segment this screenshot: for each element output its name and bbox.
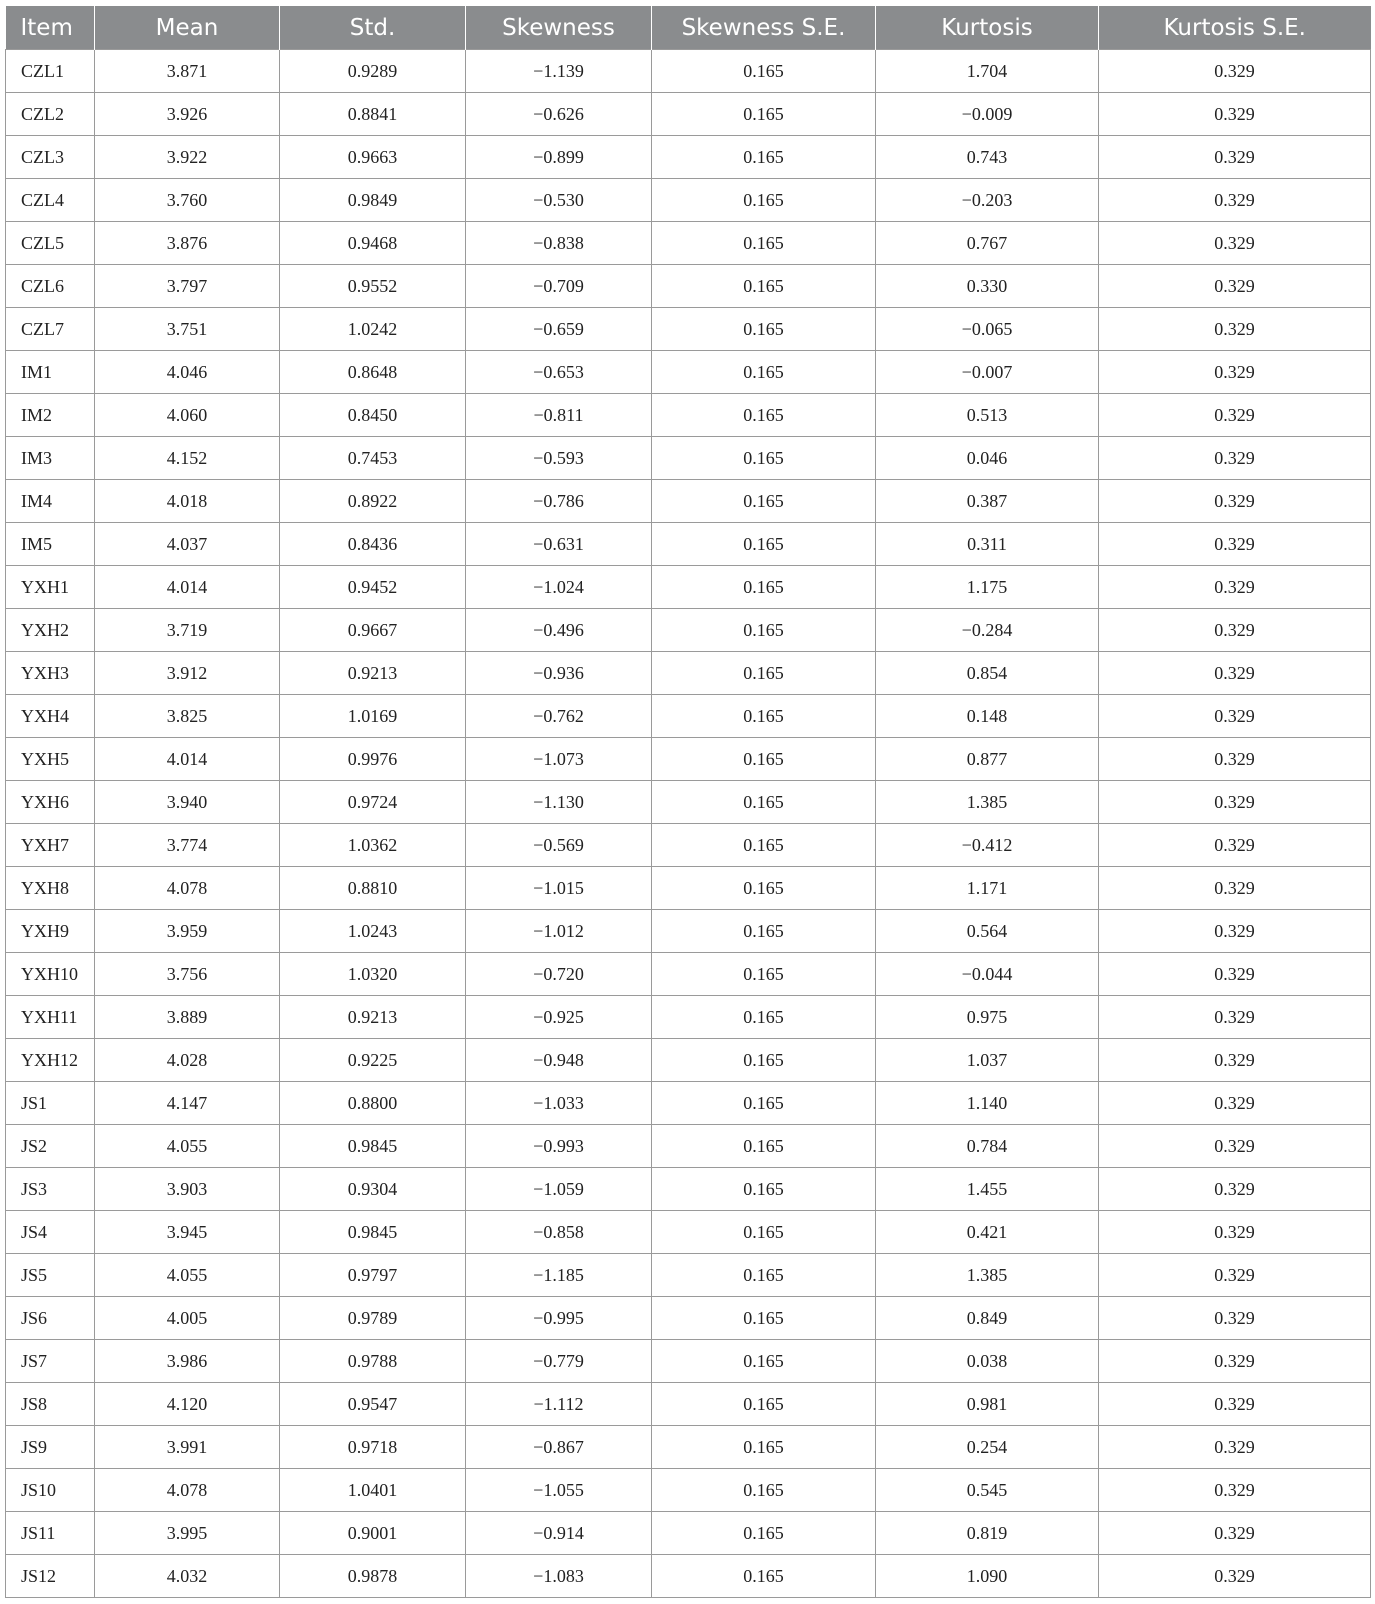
cell-skewness: −1.059 bbox=[466, 1168, 652, 1211]
cell-mean: 3.797 bbox=[95, 265, 280, 308]
table-row bbox=[6, 308, 1371, 351]
cell-kurtosis: 0.148 bbox=[876, 695, 1099, 738]
cell-skewness-se: 0.165 bbox=[652, 781, 876, 824]
cell-kurtosis: 0.981 bbox=[876, 1383, 1099, 1426]
cell-kurtosis: −0.007 bbox=[876, 351, 1099, 394]
cell-kurtosis: 0.849 bbox=[876, 1297, 1099, 1340]
cell-skewness-se: 0.165 bbox=[652, 93, 876, 136]
cell-kurtosis-se: 0.329 bbox=[1099, 93, 1371, 136]
cell-kurtosis-se: 0.329 bbox=[1099, 1555, 1371, 1598]
cell-std: 0.9213 bbox=[280, 652, 466, 695]
cell-kurtosis: 0.421 bbox=[876, 1211, 1099, 1254]
table-row bbox=[6, 523, 1371, 566]
cell-skewness-se: 0.165 bbox=[652, 867, 876, 910]
cell-kurtosis-se: 0.329 bbox=[1099, 738, 1371, 781]
cell-mean: 3.912 bbox=[95, 652, 280, 695]
cell-skewness-se: 0.165 bbox=[652, 824, 876, 867]
table-body bbox=[6, 50, 1371, 1598]
cell-item: YXH6 bbox=[6, 781, 95, 824]
cell-skewness: −1.083 bbox=[466, 1555, 652, 1598]
table-row bbox=[6, 910, 1371, 953]
cell-skewness: −0.936 bbox=[466, 652, 652, 695]
cell-std: 0.9845 bbox=[280, 1125, 466, 1168]
cell-kurtosis: 0.784 bbox=[876, 1125, 1099, 1168]
cell-skewness-se: 0.165 bbox=[652, 50, 876, 93]
table-row bbox=[6, 179, 1371, 222]
cell-mean: 3.959 bbox=[95, 910, 280, 953]
table-row bbox=[6, 394, 1371, 437]
cell-mean: 3.995 bbox=[95, 1512, 280, 1555]
cell-skewness-se: 0.165 bbox=[652, 1082, 876, 1125]
cell-kurtosis-se: 0.329 bbox=[1099, 351, 1371, 394]
cell-item: IM2 bbox=[6, 394, 95, 437]
cell-kurtosis: 1.704 bbox=[876, 50, 1099, 93]
cell-kurtosis-se: 0.329 bbox=[1099, 523, 1371, 566]
cell-mean: 4.120 bbox=[95, 1383, 280, 1426]
table-row bbox=[6, 1469, 1371, 1512]
cell-kurtosis: 0.564 bbox=[876, 910, 1099, 953]
cell-std: 1.0243 bbox=[280, 910, 466, 953]
cell-std: 0.9667 bbox=[280, 609, 466, 652]
cell-std: 0.8450 bbox=[280, 394, 466, 437]
cell-mean: 4.078 bbox=[95, 867, 280, 910]
table-row bbox=[6, 265, 1371, 308]
cell-kurtosis-se: 0.329 bbox=[1099, 179, 1371, 222]
cell-skewness: −1.012 bbox=[466, 910, 652, 953]
cell-kurtosis: −0.009 bbox=[876, 93, 1099, 136]
cell-skewness-se: 0.165 bbox=[652, 1168, 876, 1211]
cell-std: 0.9304 bbox=[280, 1168, 466, 1211]
cell-kurtosis-se: 0.329 bbox=[1099, 480, 1371, 523]
cell-kurtosis: 0.330 bbox=[876, 265, 1099, 308]
cell-item: YXH9 bbox=[6, 910, 95, 953]
cell-mean: 4.014 bbox=[95, 566, 280, 609]
cell-skewness-se: 0.165 bbox=[652, 1039, 876, 1082]
cell-item: CZL6 bbox=[6, 265, 95, 308]
cell-item: CZL7 bbox=[6, 308, 95, 351]
cell-mean: 4.060 bbox=[95, 394, 280, 437]
cell-std: 0.9452 bbox=[280, 566, 466, 609]
cell-std: 1.0320 bbox=[280, 953, 466, 996]
cell-kurtosis: −0.412 bbox=[876, 824, 1099, 867]
cell-skewness: −0.925 bbox=[466, 996, 652, 1039]
cell-std: 0.9225 bbox=[280, 1039, 466, 1082]
cell-skewness-se: 0.165 bbox=[652, 1383, 876, 1426]
cell-mean: 4.055 bbox=[95, 1254, 280, 1297]
cell-item: YXH3 bbox=[6, 652, 95, 695]
cell-kurtosis: 0.854 bbox=[876, 652, 1099, 695]
cell-kurtosis: 0.975 bbox=[876, 996, 1099, 1039]
cell-item: YXH5 bbox=[6, 738, 95, 781]
cell-skewness: −0.626 bbox=[466, 93, 652, 136]
cell-mean: 4.152 bbox=[95, 437, 280, 480]
cell-skewness-se: 0.165 bbox=[652, 1211, 876, 1254]
cell-skewness: −1.185 bbox=[466, 1254, 652, 1297]
cell-kurtosis: 1.171 bbox=[876, 867, 1099, 910]
table-row bbox=[6, 1211, 1371, 1254]
cell-skewness-se: 0.165 bbox=[652, 652, 876, 695]
cell-mean: 3.871 bbox=[95, 50, 280, 93]
cell-skewness-se: 0.165 bbox=[652, 1125, 876, 1168]
cell-kurtosis-se: 0.329 bbox=[1099, 695, 1371, 738]
cell-mean: 3.991 bbox=[95, 1426, 280, 1469]
cell-kurtosis: 1.037 bbox=[876, 1039, 1099, 1082]
cell-kurtosis: 1.385 bbox=[876, 781, 1099, 824]
column-header-skewness: Skewness bbox=[466, 6, 652, 50]
table-row bbox=[6, 1383, 1371, 1426]
cell-item: YXH10 bbox=[6, 953, 95, 996]
cell-item: CZL3 bbox=[6, 136, 95, 179]
cell-item: IM5 bbox=[6, 523, 95, 566]
cell-item: YXH1 bbox=[6, 566, 95, 609]
cell-kurtosis-se: 0.329 bbox=[1099, 1297, 1371, 1340]
cell-std: 0.9724 bbox=[280, 781, 466, 824]
cell-skewness-se: 0.165 bbox=[652, 609, 876, 652]
cell-kurtosis-se: 0.329 bbox=[1099, 1254, 1371, 1297]
table-row bbox=[6, 824, 1371, 867]
cell-item: JS2 bbox=[6, 1125, 95, 1168]
cell-skewness-se: 0.165 bbox=[652, 351, 876, 394]
cell-mean: 4.032 bbox=[95, 1555, 280, 1598]
cell-skewness: −0.569 bbox=[466, 824, 652, 867]
cell-kurtosis: 0.038 bbox=[876, 1340, 1099, 1383]
cell-skewness-se: 0.165 bbox=[652, 1340, 876, 1383]
table-row bbox=[6, 50, 1371, 93]
cell-skewness-se: 0.165 bbox=[652, 695, 876, 738]
cell-skewness: −0.593 bbox=[466, 437, 652, 480]
cell-mean: 3.903 bbox=[95, 1168, 280, 1211]
cell-kurtosis: 0.545 bbox=[876, 1469, 1099, 1512]
cell-std: 0.8800 bbox=[280, 1082, 466, 1125]
cell-skewness-se: 0.165 bbox=[652, 179, 876, 222]
cell-std: 0.9001 bbox=[280, 1512, 466, 1555]
cell-mean: 3.940 bbox=[95, 781, 280, 824]
cell-kurtosis-se: 0.329 bbox=[1099, 1125, 1371, 1168]
cell-mean: 4.046 bbox=[95, 351, 280, 394]
cell-kurtosis-se: 0.329 bbox=[1099, 996, 1371, 1039]
cell-std: 0.8648 bbox=[280, 351, 466, 394]
table-row bbox=[6, 1082, 1371, 1125]
table-row bbox=[6, 1426, 1371, 1469]
cell-item: JS3 bbox=[6, 1168, 95, 1211]
cell-mean: 4.005 bbox=[95, 1297, 280, 1340]
cell-item: YXH12 bbox=[6, 1039, 95, 1082]
cell-std: 0.9213 bbox=[280, 996, 466, 1039]
cell-kurtosis-se: 0.329 bbox=[1099, 437, 1371, 480]
cell-item: YXH8 bbox=[6, 867, 95, 910]
header-row bbox=[6, 6, 1371, 50]
cell-kurtosis: 0.767 bbox=[876, 222, 1099, 265]
cell-std: 0.8810 bbox=[280, 867, 466, 910]
cell-kurtosis-se: 0.329 bbox=[1099, 781, 1371, 824]
cell-kurtosis-se: 0.329 bbox=[1099, 1082, 1371, 1125]
cell-item: JS6 bbox=[6, 1297, 95, 1340]
cell-skewness: −1.024 bbox=[466, 566, 652, 609]
cell-kurtosis: 0.819 bbox=[876, 1512, 1099, 1555]
cell-kurtosis-se: 0.329 bbox=[1099, 394, 1371, 437]
table-row bbox=[6, 437, 1371, 480]
cell-kurtosis-se: 0.329 bbox=[1099, 1340, 1371, 1383]
cell-kurtosis: −0.044 bbox=[876, 953, 1099, 996]
cell-item: YXH7 bbox=[6, 824, 95, 867]
cell-skewness-se: 0.165 bbox=[652, 1555, 876, 1598]
cell-skewness: −0.858 bbox=[466, 1211, 652, 1254]
cell-std: 0.8436 bbox=[280, 523, 466, 566]
cell-item: IM3 bbox=[6, 437, 95, 480]
cell-skewness: −0.786 bbox=[466, 480, 652, 523]
cell-std: 0.9547 bbox=[280, 1383, 466, 1426]
cell-skewness: −0.899 bbox=[466, 136, 652, 179]
cell-kurtosis-se: 0.329 bbox=[1099, 609, 1371, 652]
cell-skewness-se: 0.165 bbox=[652, 1469, 876, 1512]
cell-skewness-se: 0.165 bbox=[652, 437, 876, 480]
cell-item: CZL1 bbox=[6, 50, 95, 93]
column-header-mean: Mean bbox=[95, 6, 280, 50]
table-row bbox=[6, 93, 1371, 136]
cell-kurtosis: 0.877 bbox=[876, 738, 1099, 781]
cell-mean: 3.751 bbox=[95, 308, 280, 351]
cell-skewness: −0.631 bbox=[466, 523, 652, 566]
column-header-kurtosis: Kurtosis bbox=[876, 6, 1099, 50]
table-row bbox=[6, 1555, 1371, 1598]
cell-mean: 3.756 bbox=[95, 953, 280, 996]
cell-std: 0.8841 bbox=[280, 93, 466, 136]
cell-item: IM1 bbox=[6, 351, 95, 394]
cell-kurtosis-se: 0.329 bbox=[1099, 1426, 1371, 1469]
cell-skewness: −1.033 bbox=[466, 1082, 652, 1125]
table-row bbox=[6, 1512, 1371, 1555]
cell-skewness: −1.139 bbox=[466, 50, 652, 93]
cell-skewness: −0.762 bbox=[466, 695, 652, 738]
cell-std: 0.9845 bbox=[280, 1211, 466, 1254]
table-row bbox=[6, 996, 1371, 1039]
cell-skewness: −0.779 bbox=[466, 1340, 652, 1383]
table-row bbox=[6, 136, 1371, 179]
cell-item: JS5 bbox=[6, 1254, 95, 1297]
column-header-item: Item bbox=[6, 6, 95, 50]
cell-skewness-se: 0.165 bbox=[652, 566, 876, 609]
cell-mean: 3.876 bbox=[95, 222, 280, 265]
table-row bbox=[6, 1340, 1371, 1383]
cell-skewness: −0.530 bbox=[466, 179, 652, 222]
cell-item: JS4 bbox=[6, 1211, 95, 1254]
cell-item: CZL5 bbox=[6, 222, 95, 265]
cell-kurtosis-se: 0.329 bbox=[1099, 136, 1371, 179]
cell-skewness-se: 0.165 bbox=[652, 523, 876, 566]
cell-item: JS9 bbox=[6, 1426, 95, 1469]
cell-kurtosis-se: 0.329 bbox=[1099, 867, 1371, 910]
cell-kurtosis-se: 0.329 bbox=[1099, 1469, 1371, 1512]
cell-mean: 3.926 bbox=[95, 93, 280, 136]
cell-skewness: −0.659 bbox=[466, 308, 652, 351]
cell-mean: 4.037 bbox=[95, 523, 280, 566]
cell-kurtosis: −0.203 bbox=[876, 179, 1099, 222]
table-row bbox=[6, 695, 1371, 738]
cell-skewness: −1.015 bbox=[466, 867, 652, 910]
cell-kurtosis-se: 0.329 bbox=[1099, 566, 1371, 609]
cell-skewness: −0.993 bbox=[466, 1125, 652, 1168]
cell-item: JS12 bbox=[6, 1555, 95, 1598]
cell-item: JS11 bbox=[6, 1512, 95, 1555]
cell-skewness: −0.720 bbox=[466, 953, 652, 996]
cell-kurtosis-se: 0.329 bbox=[1099, 953, 1371, 996]
cell-skewness-se: 0.165 bbox=[652, 1297, 876, 1340]
table-row bbox=[6, 1039, 1371, 1082]
cell-kurtosis-se: 0.329 bbox=[1099, 308, 1371, 351]
cell-skewness-se: 0.165 bbox=[652, 953, 876, 996]
table-row bbox=[6, 738, 1371, 781]
cell-kurtosis: 0.311 bbox=[876, 523, 1099, 566]
cell-kurtosis-se: 0.329 bbox=[1099, 222, 1371, 265]
cell-skewness-se: 0.165 bbox=[652, 1426, 876, 1469]
cell-kurtosis-se: 0.329 bbox=[1099, 824, 1371, 867]
cell-item: IM4 bbox=[6, 480, 95, 523]
cell-mean: 4.078 bbox=[95, 1469, 280, 1512]
cell-item: JS8 bbox=[6, 1383, 95, 1426]
cell-skewness: −0.995 bbox=[466, 1297, 652, 1340]
cell-mean: 3.760 bbox=[95, 179, 280, 222]
cell-std: 1.0362 bbox=[280, 824, 466, 867]
cell-mean: 3.986 bbox=[95, 1340, 280, 1383]
cell-item: JS1 bbox=[6, 1082, 95, 1125]
cell-kurtosis-se: 0.329 bbox=[1099, 50, 1371, 93]
cell-skewness: −0.914 bbox=[466, 1512, 652, 1555]
cell-mean: 3.774 bbox=[95, 824, 280, 867]
cell-skewness-se: 0.165 bbox=[652, 308, 876, 351]
cell-kurtosis: −0.065 bbox=[876, 308, 1099, 351]
cell-mean: 4.014 bbox=[95, 738, 280, 781]
cell-skewness-se: 0.165 bbox=[652, 910, 876, 953]
cell-std: 0.9468 bbox=[280, 222, 466, 265]
cell-kurtosis: 0.513 bbox=[876, 394, 1099, 437]
cell-kurtosis: 1.090 bbox=[876, 1555, 1099, 1598]
cell-mean: 3.889 bbox=[95, 996, 280, 1039]
table-row bbox=[6, 609, 1371, 652]
cell-mean: 4.147 bbox=[95, 1082, 280, 1125]
cell-kurtosis-se: 0.329 bbox=[1099, 1168, 1371, 1211]
cell-skewness-se: 0.165 bbox=[652, 265, 876, 308]
cell-mean: 3.945 bbox=[95, 1211, 280, 1254]
cell-skewness: −1.073 bbox=[466, 738, 652, 781]
cell-skewness-se: 0.165 bbox=[652, 394, 876, 437]
cell-kurtosis: 1.385 bbox=[876, 1254, 1099, 1297]
cell-skewness: −0.496 bbox=[466, 609, 652, 652]
table-row bbox=[6, 566, 1371, 609]
cell-std: 0.8922 bbox=[280, 480, 466, 523]
column-header-std: Std. bbox=[280, 6, 466, 50]
cell-item: JS7 bbox=[6, 1340, 95, 1383]
cell-std: 0.9789 bbox=[280, 1297, 466, 1340]
cell-std: 0.9797 bbox=[280, 1254, 466, 1297]
cell-skewness-se: 0.165 bbox=[652, 996, 876, 1039]
table-row bbox=[6, 781, 1371, 824]
cell-skewness-se: 0.165 bbox=[652, 480, 876, 523]
table-row bbox=[6, 1297, 1371, 1340]
cell-std: 0.9718 bbox=[280, 1426, 466, 1469]
table-row bbox=[6, 1125, 1371, 1168]
table-row bbox=[6, 652, 1371, 695]
cell-item: CZL4 bbox=[6, 179, 95, 222]
table-header bbox=[6, 6, 1371, 50]
cell-skewness-se: 0.165 bbox=[652, 136, 876, 179]
cell-item: CZL2 bbox=[6, 93, 95, 136]
cell-kurtosis-se: 0.329 bbox=[1099, 910, 1371, 953]
cell-skewness-se: 0.165 bbox=[652, 738, 876, 781]
cell-skewness: −0.653 bbox=[466, 351, 652, 394]
column-header-skewness-se: Skewness S.E. bbox=[652, 6, 876, 50]
table-row bbox=[6, 1168, 1371, 1211]
cell-kurtosis: 1.455 bbox=[876, 1168, 1099, 1211]
cell-kurtosis-se: 0.329 bbox=[1099, 265, 1371, 308]
table-row bbox=[6, 222, 1371, 265]
descriptive-statistics-table bbox=[5, 6, 1371, 1598]
cell-std: 1.0242 bbox=[280, 308, 466, 351]
table-row bbox=[6, 953, 1371, 996]
cell-std: 0.9878 bbox=[280, 1555, 466, 1598]
cell-kurtosis: 1.140 bbox=[876, 1082, 1099, 1125]
cell-std: 1.0169 bbox=[280, 695, 466, 738]
table-row bbox=[6, 1254, 1371, 1297]
cell-skewness-se: 0.165 bbox=[652, 1512, 876, 1555]
cell-skewness: −1.130 bbox=[466, 781, 652, 824]
cell-mean: 3.719 bbox=[95, 609, 280, 652]
cell-kurtosis-se: 0.329 bbox=[1099, 1383, 1371, 1426]
cell-mean: 3.825 bbox=[95, 695, 280, 738]
cell-kurtosis: 0.254 bbox=[876, 1426, 1099, 1469]
cell-std: 0.9788 bbox=[280, 1340, 466, 1383]
cell-item: YXH4 bbox=[6, 695, 95, 738]
table-row bbox=[6, 480, 1371, 523]
cell-mean: 4.018 bbox=[95, 480, 280, 523]
cell-skewness: −0.811 bbox=[466, 394, 652, 437]
table-row bbox=[6, 867, 1371, 910]
cell-skewness: −0.948 bbox=[466, 1039, 652, 1082]
cell-std: 0.9289 bbox=[280, 50, 466, 93]
cell-skewness: −1.112 bbox=[466, 1383, 652, 1426]
cell-item: JS10 bbox=[6, 1469, 95, 1512]
cell-std: 0.7453 bbox=[280, 437, 466, 480]
cell-skewness: −0.709 bbox=[466, 265, 652, 308]
cell-kurtosis: 0.743 bbox=[876, 136, 1099, 179]
cell-std: 1.0401 bbox=[280, 1469, 466, 1512]
cell-kurtosis-se: 0.329 bbox=[1099, 652, 1371, 695]
cell-kurtosis: −0.284 bbox=[876, 609, 1099, 652]
cell-skewness-se: 0.165 bbox=[652, 1254, 876, 1297]
cell-mean: 3.922 bbox=[95, 136, 280, 179]
column-header-kurtosis-se: Kurtosis S.E. bbox=[1099, 6, 1371, 50]
cell-std: 0.9976 bbox=[280, 738, 466, 781]
cell-kurtosis: 0.387 bbox=[876, 480, 1099, 523]
cell-skewness: −0.838 bbox=[466, 222, 652, 265]
table-row bbox=[6, 351, 1371, 394]
cell-std: 0.9663 bbox=[280, 136, 466, 179]
cell-mean: 4.055 bbox=[95, 1125, 280, 1168]
cell-skewness: −1.055 bbox=[466, 1469, 652, 1512]
cell-kurtosis: 1.175 bbox=[876, 566, 1099, 609]
cell-std: 0.9552 bbox=[280, 265, 466, 308]
cell-kurtosis: 0.046 bbox=[876, 437, 1099, 480]
cell-skewness-se: 0.165 bbox=[652, 222, 876, 265]
cell-kurtosis-se: 0.329 bbox=[1099, 1512, 1371, 1555]
cell-kurtosis-se: 0.329 bbox=[1099, 1039, 1371, 1082]
cell-item: YXH2 bbox=[6, 609, 95, 652]
cell-std: 0.9849 bbox=[280, 179, 466, 222]
cell-kurtosis-se: 0.329 bbox=[1099, 1211, 1371, 1254]
cell-skewness: −0.867 bbox=[466, 1426, 652, 1469]
cell-mean: 4.028 bbox=[95, 1039, 280, 1082]
cell-item: YXH11 bbox=[6, 996, 95, 1039]
